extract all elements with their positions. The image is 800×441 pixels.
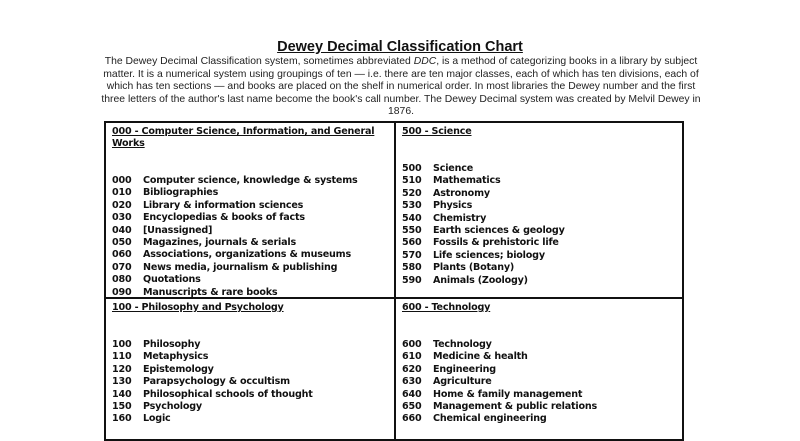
item-code: 560 [402, 237, 422, 249]
class-item [112, 339, 388, 351]
item-code: 590 [402, 274, 422, 286]
class-item [112, 262, 388, 274]
item-label: Physics [433, 200, 473, 212]
item-label: [Unassigned] [143, 224, 213, 236]
classification-table [104, 121, 684, 441]
class-cell-500 [396, 123, 684, 290]
item-label: Home & family management [433, 388, 583, 400]
item-label: Parapsychology & occultism [143, 376, 290, 388]
class-heading: 100 - Philosophy and Psychology [112, 302, 284, 313]
item-label: Philosophy [143, 339, 201, 350]
intro-text-1: The Dewey Decimal Classification system, sometimes abbreviated [104, 56, 414, 67]
class-item [402, 389, 678, 401]
item-code: 100 [112, 339, 132, 350]
item-code: 570 [402, 249, 422, 261]
item-code: 510 [402, 175, 422, 187]
item-code: 600 [402, 339, 422, 350]
item-code: 030 [112, 212, 132, 224]
class-item [402, 237, 678, 249]
item-code: 010 [112, 187, 132, 199]
class-item [402, 351, 678, 363]
class-item [112, 287, 388, 299]
class-item [402, 163, 678, 175]
item-code: 500 [402, 163, 422, 174]
class-cell-100 [106, 299, 394, 429]
item-label: Metaphysics [143, 351, 209, 363]
item-label: Astronomy [433, 187, 490, 199]
item-code: 130 [112, 376, 132, 388]
class-cell-600 [396, 299, 684, 429]
item-code: 080 [112, 274, 132, 286]
item-code: 520 [402, 187, 422, 199]
item-label: Technology [433, 339, 492, 350]
item-code: 150 [112, 401, 132, 413]
item-code: 640 [402, 388, 422, 400]
item-label: Manuscripts & rare books [143, 286, 278, 298]
item-label: News media, journalism & publishing [143, 261, 338, 273]
item-code: 000 [112, 175, 132, 186]
class-heading: 600 - Technology [402, 302, 491, 313]
item-code: 620 [402, 363, 422, 375]
class-item [402, 413, 678, 425]
class-heading: 500 - Science [402, 126, 472, 137]
item-label: Bibliographies [143, 187, 219, 199]
item-label: Engineering [433, 363, 496, 375]
item-code: 120 [112, 363, 132, 375]
item-label: Epistemology [143, 363, 214, 375]
item-code: 040 [112, 224, 132, 236]
item-label: Science [433, 163, 474, 174]
item-code: 090 [112, 286, 132, 298]
class-item [112, 200, 388, 212]
item-code: 160 [112, 413, 132, 425]
intro-text-2: , is a method of categorizing books in a library by subject matter. It is a numerical system using groupings of ten — i.e. there are ten major classes, each of which has ten divisions, each of which has ten sections — and books are placed on the shelf in numerical order. In most libraries the Dewey number and the first three letters of the author's last name become the book's call number. The Dewey Decimal system was created by Melvil Dewey in 1876. [101, 56, 701, 117]
item-label: Plants (Botany) [433, 262, 515, 274]
item-label: Fossils & prehistoric life [433, 237, 559, 249]
item-code: 530 [402, 200, 422, 212]
class-item [402, 262, 678, 274]
item-label: Library & information sciences [143, 199, 304, 211]
item-label: Philosophical schools of thought [143, 388, 313, 400]
item-code: 140 [112, 388, 132, 400]
class-item [112, 274, 388, 286]
class-item [402, 188, 678, 200]
item-label: Agriculture [433, 376, 492, 388]
class-item [112, 225, 388, 237]
class-item [112, 376, 388, 388]
item-label: Medicine & health [433, 351, 528, 363]
item-label: Logic [143, 413, 171, 425]
item-code: 020 [112, 199, 132, 211]
item-code: 580 [402, 262, 422, 274]
class-item [112, 413, 388, 425]
class-item [402, 213, 678, 225]
class-item [402, 200, 678, 212]
item-label: Animals (Zoology) [433, 274, 528, 286]
class-item [112, 364, 388, 376]
item-label: Earth sciences & geology [433, 225, 565, 237]
item-label: Management & public relations [433, 401, 598, 413]
item-label: Associations, organizations & museums [143, 249, 351, 261]
item-code: 110 [112, 351, 132, 363]
item-code: 070 [112, 261, 132, 273]
class-heading: 000 - Computer Science, Information, and General Works [112, 126, 375, 150]
item-label: Quotations [143, 274, 201, 286]
class-item [402, 339, 678, 351]
item-label: Encyclopedias & books of facts [143, 212, 305, 224]
item-label: Psychology [143, 401, 202, 413]
item-label: Chemical engineering [433, 413, 547, 425]
class-item [112, 212, 388, 224]
class-item [402, 364, 678, 376]
item-code: 060 [112, 249, 132, 261]
class-item [402, 225, 678, 237]
class-item [112, 401, 388, 413]
item-code: 650 [402, 401, 422, 413]
item-code: 050 [112, 237, 132, 249]
item-label: Mathematics [433, 175, 501, 187]
intro-paragraph [95, 56, 707, 119]
class-item [402, 275, 678, 287]
class-item [402, 250, 678, 262]
class-item [112, 175, 388, 187]
item-label: Computer science, knowledge & systems [143, 175, 358, 186]
class-item [402, 401, 678, 413]
class-item [112, 389, 388, 401]
item-code: 610 [402, 351, 422, 363]
class-item [402, 175, 678, 187]
class-item [402, 376, 678, 388]
item-code: 660 [402, 413, 422, 425]
item-code: 540 [402, 212, 422, 224]
document-title: Dewey Decimal Classification Chart [277, 39, 523, 55]
item-code: 630 [402, 376, 422, 388]
class-item [112, 351, 388, 363]
intro-abbreviation: DDC [413, 56, 437, 67]
item-label: Chemistry [433, 212, 487, 224]
class-item [112, 187, 388, 199]
class-item [112, 249, 388, 261]
class-cell-000 [106, 123, 394, 302]
item-label: Life sciences; biology [433, 249, 545, 261]
class-item [112, 237, 388, 249]
item-code: 550 [402, 225, 422, 237]
item-label: Magazines, journals & serials [143, 237, 296, 249]
